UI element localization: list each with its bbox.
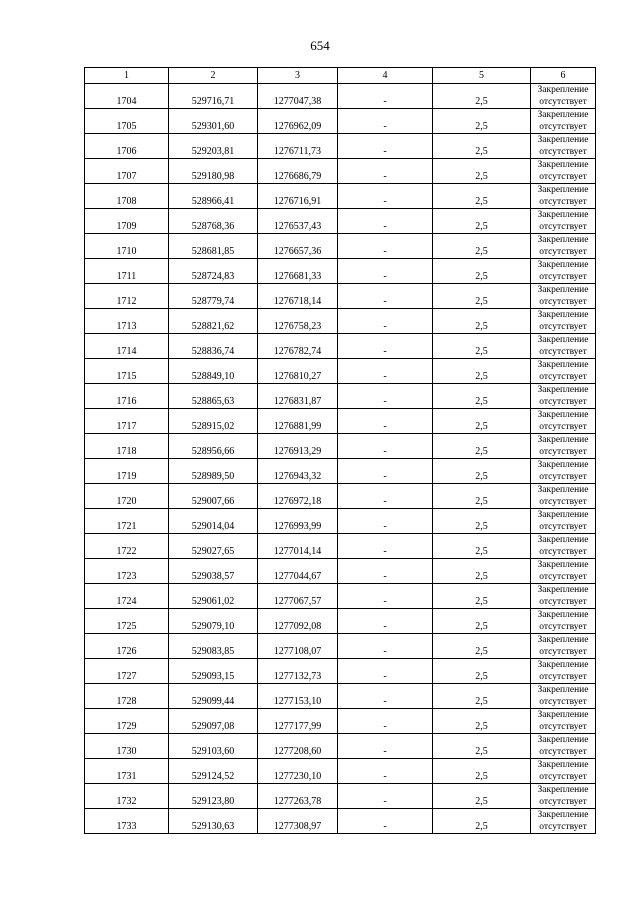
table-row [85, 484, 596, 509]
cell-col-5-value: 2,5 [433, 709, 531, 734]
cell-coord-y: 1277177,99 [258, 709, 338, 734]
cell-coord-x: 528915,02 [169, 409, 258, 434]
table-row [85, 459, 596, 484]
cell-col-5-value: 2,5 [433, 384, 531, 409]
table-row [85, 434, 596, 459]
cell-col-4-value: - [338, 384, 433, 409]
cell-fixing-note: Закрепление отсутствует [531, 734, 596, 759]
table-row [85, 259, 596, 284]
cell-coord-y: 1276711,73 [258, 134, 338, 159]
cell-point-number: 1705 [85, 109, 169, 134]
cell-coord-x: 528821,62 [169, 309, 258, 334]
cell-point-number: 1714 [85, 334, 169, 359]
cell-fixing-note: Закрепление отсутствует [531, 559, 596, 584]
cell-coord-y: 1276913,29 [258, 434, 338, 459]
cell-col-5-value: 2,5 [433, 784, 531, 809]
cell-fixing-note: Закрепление отсутствует [531, 534, 596, 559]
cell-col-4-value: - [338, 309, 433, 334]
column-header-6: 6 [531, 68, 596, 84]
cell-coord-x: 529203,81 [169, 134, 258, 159]
cell-col-4-value: - [338, 534, 433, 559]
cell-coord-x: 529027,65 [169, 534, 258, 559]
cell-coord-y: 1276537,43 [258, 209, 338, 234]
cell-col-4-value: - [338, 509, 433, 534]
cell-col-4-value: - [338, 759, 433, 784]
cell-coord-y: 1276686,79 [258, 159, 338, 184]
cell-coord-y: 1277208,60 [258, 734, 338, 759]
cell-col-4-value: - [338, 584, 433, 609]
cell-col-4-value: - [338, 259, 433, 284]
cell-col-4-value: - [338, 609, 433, 634]
cell-point-number: 1727 [85, 659, 169, 684]
cell-point-number: 1723 [85, 559, 169, 584]
cell-col-4-value: - [338, 359, 433, 384]
cell-coord-y: 1276881,99 [258, 409, 338, 434]
cell-fixing-note: Закрепление отсутствует [531, 509, 596, 534]
cell-point-number: 1722 [85, 534, 169, 559]
cell-coord-y: 1277067,57 [258, 584, 338, 609]
cell-coord-x: 528768,36 [169, 209, 258, 234]
cell-fixing-note: Закрепление отсутствует [531, 784, 596, 809]
cell-fixing-note: Закрепление отсутствует [531, 659, 596, 684]
cell-col-4-value: - [338, 684, 433, 709]
cell-col-4-value: - [338, 134, 433, 159]
cell-fixing-note: Закрепление отсутствует [531, 584, 596, 609]
cell-coord-x: 529093,15 [169, 659, 258, 684]
cell-coord-y: 1277044,67 [258, 559, 338, 584]
cell-col-4-value: - [338, 484, 433, 509]
cell-point-number: 1708 [85, 184, 169, 209]
table-row [85, 534, 596, 559]
cell-point-number: 1704 [85, 84, 169, 109]
cell-col-4-value: - [338, 634, 433, 659]
cell-fixing-note: Закрепление отсутствует [531, 484, 596, 509]
column-header-3: 3 [258, 68, 338, 84]
cell-col-4-value: - [338, 809, 433, 834]
cell-col-5-value: 2,5 [433, 284, 531, 309]
cell-coord-y: 1276831,87 [258, 384, 338, 409]
cell-col-5-value: 2,5 [433, 84, 531, 109]
cell-point-number: 1725 [85, 609, 169, 634]
cell-coord-x: 529130,63 [169, 809, 258, 834]
cell-fixing-note: Закрепление отсутствует [531, 134, 596, 159]
table-row [85, 784, 596, 809]
coordinates-table [84, 67, 596, 834]
cell-fixing-note: Закрепление отсутствует [531, 84, 596, 109]
table-row [85, 184, 596, 209]
table-row [85, 759, 596, 784]
cell-point-number: 1717 [85, 409, 169, 434]
cell-coord-y: 1276943,32 [258, 459, 338, 484]
cell-col-5-value: 2,5 [433, 234, 531, 259]
cell-fixing-note: Закрепление отсутствует [531, 634, 596, 659]
table-row [85, 734, 596, 759]
cell-coord-x: 529099,44 [169, 684, 258, 709]
cell-coord-y: 1276758,23 [258, 309, 338, 334]
cell-col-5-value: 2,5 [433, 459, 531, 484]
table-header [85, 68, 596, 84]
cell-col-5-value: 2,5 [433, 409, 531, 434]
cell-col-5-value: 2,5 [433, 659, 531, 684]
table-row [85, 684, 596, 709]
cell-point-number: 1713 [85, 309, 169, 334]
table-row [85, 134, 596, 159]
cell-point-number: 1724 [85, 584, 169, 609]
cell-col-5-value: 2,5 [433, 634, 531, 659]
cell-coord-y: 1276962,09 [258, 109, 338, 134]
cell-point-number: 1728 [85, 684, 169, 709]
cell-fixing-note: Закрепление отсутствует [531, 609, 596, 634]
cell-col-4-value: - [338, 709, 433, 734]
cell-col-5-value: 2,5 [433, 259, 531, 284]
table-row [85, 709, 596, 734]
cell-coord-y: 1276718,14 [258, 284, 338, 309]
cell-coord-x: 529061,02 [169, 584, 258, 609]
cell-point-number: 1731 [85, 759, 169, 784]
cell-col-4-value: - [338, 184, 433, 209]
cell-col-5-value: 2,5 [433, 484, 531, 509]
cell-coord-y: 1276681,33 [258, 259, 338, 284]
cell-col-4-value: - [338, 284, 433, 309]
cell-coord-x: 529014,04 [169, 509, 258, 534]
table-row [85, 309, 596, 334]
cell-coord-y: 1277308,97 [258, 809, 338, 834]
cell-col-4-value: - [338, 784, 433, 809]
cell-point-number: 1718 [85, 434, 169, 459]
column-header-5: 5 [433, 68, 531, 84]
cell-fixing-note: Закрепление отсутствует [531, 209, 596, 234]
cell-point-number: 1720 [85, 484, 169, 509]
cell-coord-x: 528779,74 [169, 284, 258, 309]
table-row [85, 509, 596, 534]
table-body [85, 84, 596, 834]
cell-point-number: 1712 [85, 284, 169, 309]
cell-coord-x: 529180,98 [169, 159, 258, 184]
cell-coord-y: 1277153,10 [258, 684, 338, 709]
cell-coord-y: 1277092,08 [258, 609, 338, 634]
cell-fixing-note: Закрепление отсутствует [531, 109, 596, 134]
cell-point-number: 1730 [85, 734, 169, 759]
cell-col-5-value: 2,5 [433, 209, 531, 234]
cell-coord-x: 528836,74 [169, 334, 258, 359]
table-row [85, 609, 596, 634]
header-row [85, 68, 596, 84]
cell-coord-y: 1276993,99 [258, 509, 338, 534]
cell-coord-y: 1276657,36 [258, 234, 338, 259]
table-row [85, 359, 596, 384]
table-row [85, 84, 596, 109]
cell-coord-x: 528865,63 [169, 384, 258, 409]
cell-coord-x: 528849,10 [169, 359, 258, 384]
table-row [85, 559, 596, 584]
cell-col-5-value: 2,5 [433, 109, 531, 134]
cell-fixing-note: Закрепление отсутствует [531, 684, 596, 709]
cell-fixing-note: Закрепление отсутствует [531, 284, 596, 309]
table-row [85, 809, 596, 834]
cell-col-4-value: - [338, 209, 433, 234]
cell-coord-y: 1277230,10 [258, 759, 338, 784]
cell-col-5-value: 2,5 [433, 134, 531, 159]
cell-coord-x: 529097,08 [169, 709, 258, 734]
cell-coord-x: 528956,66 [169, 434, 258, 459]
cell-coord-x: 529716,71 [169, 84, 258, 109]
cell-fixing-note: Закрепление отсутствует [531, 234, 596, 259]
cell-coord-x: 529079,10 [169, 609, 258, 634]
cell-point-number: 1715 [85, 359, 169, 384]
cell-col-5-value: 2,5 [433, 434, 531, 459]
cell-col-5-value: 2,5 [433, 734, 531, 759]
cell-point-number: 1710 [85, 234, 169, 259]
cell-fixing-note: Закрепление отсутствует [531, 309, 596, 334]
table-row [85, 109, 596, 134]
table-row [85, 334, 596, 359]
cell-point-number: 1707 [85, 159, 169, 184]
cell-col-5-value: 2,5 [433, 309, 531, 334]
cell-coord-x: 528724,83 [169, 259, 258, 284]
cell-coord-y: 1277047,38 [258, 84, 338, 109]
cell-col-4-value: - [338, 334, 433, 359]
cell-fixing-note: Закрепление отсутствует [531, 334, 596, 359]
cell-point-number: 1726 [85, 634, 169, 659]
column-header-4: 4 [338, 68, 433, 84]
cell-col-5-value: 2,5 [433, 584, 531, 609]
cell-col-4-value: - [338, 734, 433, 759]
table-row [85, 634, 596, 659]
cell-coord-x: 529123,80 [169, 784, 258, 809]
cell-coord-y: 1276972,18 [258, 484, 338, 509]
cell-col-4-value: - [338, 234, 433, 259]
cell-point-number: 1716 [85, 384, 169, 409]
cell-col-4-value: - [338, 409, 433, 434]
cell-coord-x: 529301,60 [169, 109, 258, 134]
cell-fixing-note: Закрепление отсутствует [531, 384, 596, 409]
cell-fixing-note: Закрепление отсутствует [531, 259, 596, 284]
cell-fixing-note: Закрепление отсутствует [531, 159, 596, 184]
cell-col-4-value: - [338, 559, 433, 584]
cell-point-number: 1721 [85, 509, 169, 534]
column-header-1: 1 [85, 68, 169, 84]
cell-point-number: 1709 [85, 209, 169, 234]
cell-point-number: 1706 [85, 134, 169, 159]
cell-col-4-value: - [338, 109, 433, 134]
page-number: 654 [310, 38, 330, 53]
cell-col-4-value: - [338, 84, 433, 109]
cell-col-5-value: 2,5 [433, 534, 531, 559]
cell-coord-x: 529007,66 [169, 484, 258, 509]
cell-coord-x: 529124,52 [169, 759, 258, 784]
cell-col-5-value: 2,5 [433, 684, 531, 709]
cell-col-5-value: 2,5 [433, 334, 531, 359]
cell-col-5-value: 2,5 [433, 184, 531, 209]
table-row [85, 384, 596, 409]
cell-col-5-value: 2,5 [433, 609, 531, 634]
table-row [85, 234, 596, 259]
cell-coord-y: 1277132,73 [258, 659, 338, 684]
cell-coord-y: 1277263,78 [258, 784, 338, 809]
cell-coord-y: 1276810,27 [258, 359, 338, 384]
cell-point-number: 1733 [85, 809, 169, 834]
cell-coord-y: 1276716,91 [258, 184, 338, 209]
cell-fixing-note: Закрепление отсутствует [531, 359, 596, 384]
cell-point-number: 1711 [85, 259, 169, 284]
cell-fixing-note: Закрепление отсутствует [531, 809, 596, 834]
cell-coord-y: 1277108,07 [258, 634, 338, 659]
cell-col-4-value: - [338, 159, 433, 184]
cell-coord-x: 528966,41 [169, 184, 258, 209]
cell-point-number: 1729 [85, 709, 169, 734]
cell-col-5-value: 2,5 [433, 559, 531, 584]
cell-col-4-value: - [338, 659, 433, 684]
cell-fixing-note: Закрепление отсутствует [531, 434, 596, 459]
table-row [85, 159, 596, 184]
cell-col-4-value: - [338, 434, 433, 459]
cell-fixing-note: Закрепление отсутствует [531, 709, 596, 734]
cell-fixing-note: Закрепление отсутствует [531, 759, 596, 784]
cell-col-5-value: 2,5 [433, 759, 531, 784]
cell-coord-x: 528681,85 [169, 234, 258, 259]
cell-point-number: 1719 [85, 459, 169, 484]
cell-col-5-value: 2,5 [433, 359, 531, 384]
cell-col-5-value: 2,5 [433, 159, 531, 184]
cell-point-number: 1732 [85, 784, 169, 809]
table-row [85, 584, 596, 609]
cell-coord-x: 528989,50 [169, 459, 258, 484]
cell-coord-x: 529103,60 [169, 734, 258, 759]
table-row [85, 209, 596, 234]
table-row [85, 409, 596, 434]
cell-col-5-value: 2,5 [433, 509, 531, 534]
cell-coord-y: 1277014,14 [258, 534, 338, 559]
cell-coord-x: 529083,85 [169, 634, 258, 659]
table-row [85, 659, 596, 684]
cell-coord-y: 1276782,74 [258, 334, 338, 359]
cell-fixing-note: Закрепление отсутствует [531, 184, 596, 209]
cell-col-5-value: 2,5 [433, 809, 531, 834]
cell-coord-x: 529038,57 [169, 559, 258, 584]
table-row [85, 284, 596, 309]
cell-col-4-value: - [338, 459, 433, 484]
column-header-2: 2 [169, 68, 258, 84]
cell-fixing-note: Закрепление отсутствует [531, 409, 596, 434]
cell-fixing-note: Закрепление отсутствует [531, 459, 596, 484]
